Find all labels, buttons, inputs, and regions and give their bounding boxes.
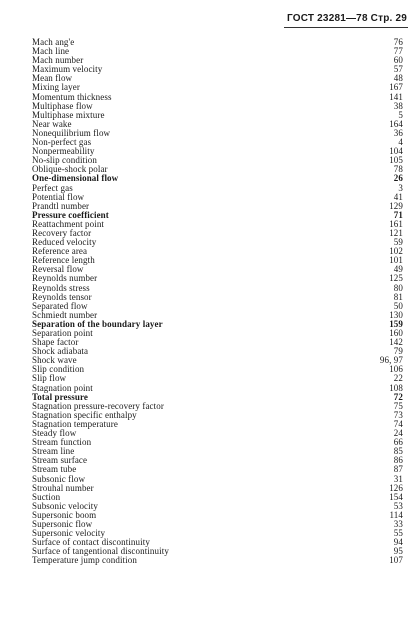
index-page-number: 104: [389, 146, 403, 157]
index-entry: [32, 38, 403, 47]
index-term: Stagnation pressure-recovery factor: [32, 400, 164, 411]
index-page-number: 33: [393, 518, 403, 529]
index-page-number: 86: [393, 455, 403, 466]
index-term: Reduced velocity: [32, 237, 97, 248]
index-page-number: 142: [389, 337, 403, 348]
index-page-number: 60: [393, 55, 403, 66]
index-page-number: 130: [389, 309, 403, 320]
index-term: Stream line: [32, 446, 75, 457]
index-entry: [32, 238, 403, 247]
index-term: Subsonic flow: [32, 473, 86, 484]
index-term: Shock wave: [32, 355, 77, 366]
index-term: Nonpermeability: [32, 146, 95, 157]
index-entry: [32, 47, 403, 56]
index-page-number: 55: [393, 528, 403, 539]
index-term: Multiphase flow: [32, 100, 93, 111]
index-term: Stream tube: [32, 464, 77, 475]
index-term: Separation of the boundary layer: [32, 318, 163, 329]
index-page-number: 41: [393, 191, 403, 202]
index-term: Reference area: [32, 246, 88, 257]
index-entry: [32, 347, 403, 356]
index-entry: [32, 74, 403, 83]
index-page-number: 73: [393, 409, 403, 420]
index-page-number: 3: [398, 182, 403, 193]
index-term: Steady flow: [32, 428, 77, 439]
index-term: Mach number: [32, 55, 84, 66]
index-page-number: 164: [389, 118, 403, 129]
index-page-number: 167: [389, 82, 403, 93]
index-page-number: 38: [393, 100, 403, 111]
index-term: Mach line: [32, 46, 70, 57]
index-page-number: 76: [393, 37, 403, 47]
index-entry: [32, 256, 403, 265]
index-entry: [32, 484, 403, 493]
index-term: Temperature jump condition: [32, 555, 137, 566]
index-page-number: 4: [398, 137, 403, 148]
index-term: Maximum velocity: [32, 64, 103, 75]
index-term: No-slip condition: [32, 155, 97, 166]
index-term: Surface of tangentional discontinuity: [32, 546, 169, 557]
index-term: Momentum thickness: [32, 91, 112, 102]
index-page-number: 72: [393, 391, 403, 402]
index-page-number: 79: [393, 346, 403, 357]
index-page-number: 154: [389, 491, 403, 502]
index-page-number: 108: [389, 382, 403, 393]
index-page-number: 121: [389, 227, 403, 238]
index-entry: [32, 65, 403, 74]
index-term: Stream surface: [32, 455, 88, 466]
index-page-number: 80: [393, 282, 403, 293]
index-page-number: 49: [393, 264, 403, 275]
index-term: Total pressure: [32, 391, 88, 402]
index-term: Perfect gas: [32, 182, 73, 193]
index-page-number: 96, 97: [379, 355, 403, 366]
index-page-number: 26: [393, 173, 403, 184]
index-page-number: 57: [393, 64, 403, 75]
index-page-number: 129: [389, 200, 403, 211]
index-entry: [32, 184, 403, 193]
index-term: Reynolds stress: [32, 282, 90, 293]
index-page-number: 105: [389, 155, 403, 166]
index-page-number: 101: [389, 255, 403, 266]
index-page-number: 74: [393, 418, 403, 429]
index-entry: [32, 356, 403, 365]
index-page-number: 48: [393, 73, 403, 84]
index-term: Slip flow: [32, 373, 67, 384]
index-entry: [32, 174, 403, 183]
index-page-number: 77: [393, 46, 403, 57]
index-entry: [32, 456, 403, 465]
index-page-number: 94: [393, 537, 403, 548]
index-term: Suction: [32, 491, 61, 502]
index-term: Multiphase mixture: [32, 109, 105, 120]
index-page-number: 50: [393, 300, 403, 311]
index-term: Supersonic flow: [32, 518, 93, 529]
index-page-number: 36: [393, 127, 403, 138]
index-term: Stagnation specific enthalpy: [32, 409, 137, 420]
index-page-number: 87: [393, 464, 403, 475]
index-page-number: 53: [393, 500, 403, 511]
index-page-number: 95: [393, 546, 403, 557]
index-term: Near wake: [32, 118, 72, 129]
index-term: Mach ang'e: [32, 37, 75, 47]
index-page-number: 161: [389, 218, 403, 229]
index-term: Supersonic boom: [32, 509, 97, 520]
index-term: Stagnation point: [32, 382, 93, 393]
index-page-number: 159: [389, 318, 403, 329]
index-page-number: 31: [393, 473, 403, 484]
index-page-number: 114: [389, 509, 403, 520]
index-term: Shock adiabata: [32, 346, 89, 357]
index-term: Mean flow: [32, 73, 73, 84]
index-term: Stream function: [32, 437, 92, 448]
index-entry: [32, 329, 403, 338]
index-page-number: 75: [393, 400, 403, 411]
index-page-number: 5: [398, 109, 403, 120]
index-entry: [32, 447, 403, 456]
index-page-number: 66: [393, 437, 403, 448]
index-term: Nonequilibrium flow: [32, 127, 111, 138]
index-term: Pressure coefficient: [32, 209, 109, 220]
index-page-number: 85: [393, 446, 403, 457]
index-term: Strouhal number: [32, 482, 94, 493]
index-term: Reynolds number: [32, 273, 98, 284]
term-index-list: [32, 38, 403, 565]
header-rule: [284, 27, 408, 28]
index-page-number: 107: [389, 555, 403, 566]
index-term: Schmiedt number: [32, 309, 98, 320]
index-term: Surface of contact discontinuity: [32, 537, 150, 548]
index-entry: [32, 465, 403, 474]
index-term: Reference length: [32, 255, 95, 266]
index-term: Subsonic velocity: [32, 500, 98, 511]
index-page-number: 24: [393, 428, 403, 439]
index-entry: [32, 111, 403, 120]
index-term: Slip condition: [32, 364, 85, 375]
index-page-number: 78: [393, 164, 403, 175]
index-term: Reynolds tensor: [32, 291, 92, 302]
index-term: Reattachment point: [32, 218, 105, 229]
index-page-number: 59: [393, 237, 403, 248]
index-page-number: 102: [389, 246, 403, 257]
index-page-number: 106: [389, 364, 403, 375]
index-page-number: 22: [393, 373, 403, 384]
index-term: Prandtl number: [32, 200, 90, 211]
index-term: Oblique-shock polar: [32, 164, 108, 175]
index-page-number: 81: [393, 291, 403, 302]
index-page-number: 160: [389, 328, 403, 338]
index-page-number: 141: [389, 91, 403, 102]
index-page-number: 71: [393, 209, 403, 220]
index-term: Recovery factor: [32, 227, 92, 238]
index-entry: [32, 420, 403, 429]
index-entry: [32, 438, 403, 447]
index-entry: [32, 556, 403, 565]
index-term: Supersonic velocity: [32, 528, 106, 539]
index-term: Reversal flow: [32, 264, 84, 275]
index-term: Shape factor: [32, 337, 79, 348]
index-term: Potential flow: [32, 191, 85, 202]
index-term: Separation point: [32, 328, 93, 338]
index-term: Stagnation temperature: [32, 418, 118, 429]
index-term: Separated flow: [32, 300, 88, 311]
page-header: ГОСТ 23281—78 Стр. 29: [287, 13, 407, 24]
index-page-number: 125: [389, 273, 403, 284]
index-term: Non-perfect gas: [32, 137, 92, 148]
index-term: One-dimensional flow: [32, 173, 119, 184]
index-page-number: 126: [389, 482, 403, 493]
index-term: Mixing layer: [32, 82, 80, 93]
index-entry: [32, 365, 403, 374]
